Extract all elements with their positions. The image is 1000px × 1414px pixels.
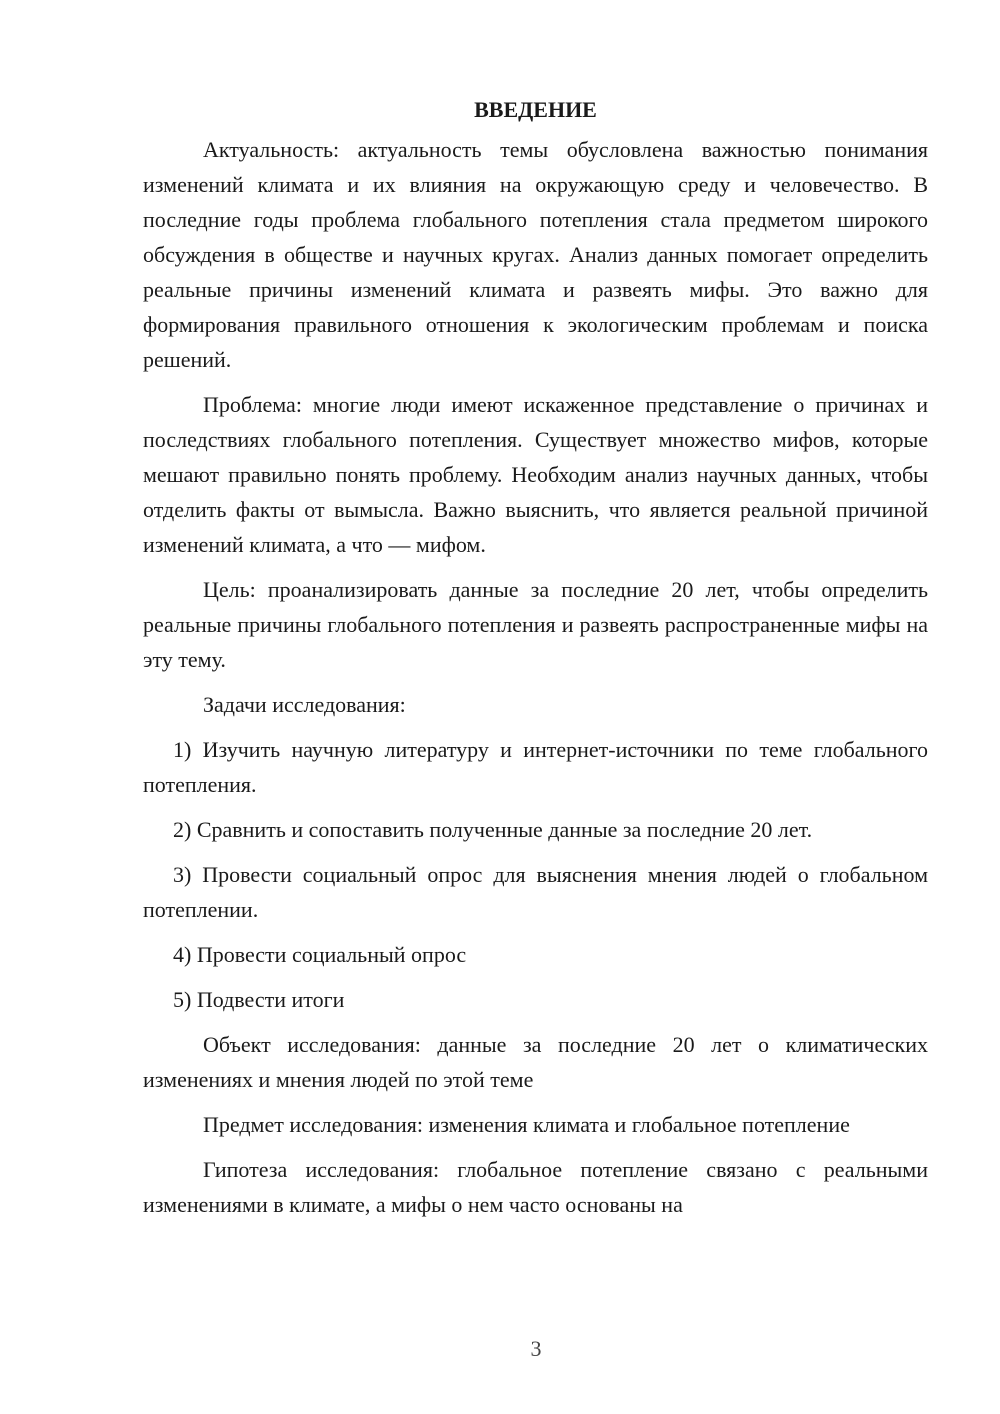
paragraph-goal: Цель: проанализировать данные за последние 20 лет, чтобы определить реальные причины глобального потепления и развеять распространенные мифы на эту тему. bbox=[143, 577, 928, 672]
list-item-task-1: 1) Изучить научную литературу и интернет-источники по теме глобального потепления. bbox=[143, 737, 928, 797]
list-item-task-2: 2) Сравнить и сопоставить полученные данные за последние 20 лет. bbox=[173, 817, 813, 842]
page-number: 3 bbox=[530, 1336, 542, 1361]
list-item-task-5: 5) Подвести итоги bbox=[173, 987, 345, 1012]
paragraph-hypothesis: Гипотеза исследования: глобальное потепление связано с реальными изменениями в климате, а мифы о нем часто основаны на bbox=[143, 1157, 928, 1217]
paragraph-problem: Проблема: многие люди имеют искаженное представление о причинах и последствиях глобального потепления. Существует множество мифов, которые мешают правильно понять проблему. Необходим анализ научных данных, чтобы отделить факты от вымысла. Важно выяснить, что является реальной причиной изменений климата, а что — мифом. bbox=[143, 392, 928, 557]
tasks-heading: Задачи исследования: bbox=[203, 692, 406, 717]
paragraph-object: Объект исследования: данные за последние 20 лет о климатических изменениях и мнения людей по этой теме bbox=[143, 1032, 928, 1092]
list-item-task-3: 3) Провести социальный опрос для выяснения мнения людей о глобальном потеплении. bbox=[143, 862, 928, 922]
document-page bbox=[143, 92, 928, 1222]
list-item-task-4: 4) Провести социальный опрос bbox=[173, 942, 467, 967]
paragraph-subject: Предмет исследования: изменения климата и глобальное потепление bbox=[203, 1112, 850, 1137]
paragraph-relevance: Актуальность: актуальность темы обусловлена важностью понимания изменений климата и их влияния на окружающую среду и человечество. В последние годы проблема глобального потепления стала предметом широкого обсуждения в обществе и научных кругах. Анализ данных помогает определить реальные причины изменений климата и развеять мифы. Это важно для формирования правильного отношения к экологическим проблемам и поиска решений. bbox=[143, 137, 928, 372]
page-title: ВВЕДЕНИЕ bbox=[474, 97, 597, 122]
